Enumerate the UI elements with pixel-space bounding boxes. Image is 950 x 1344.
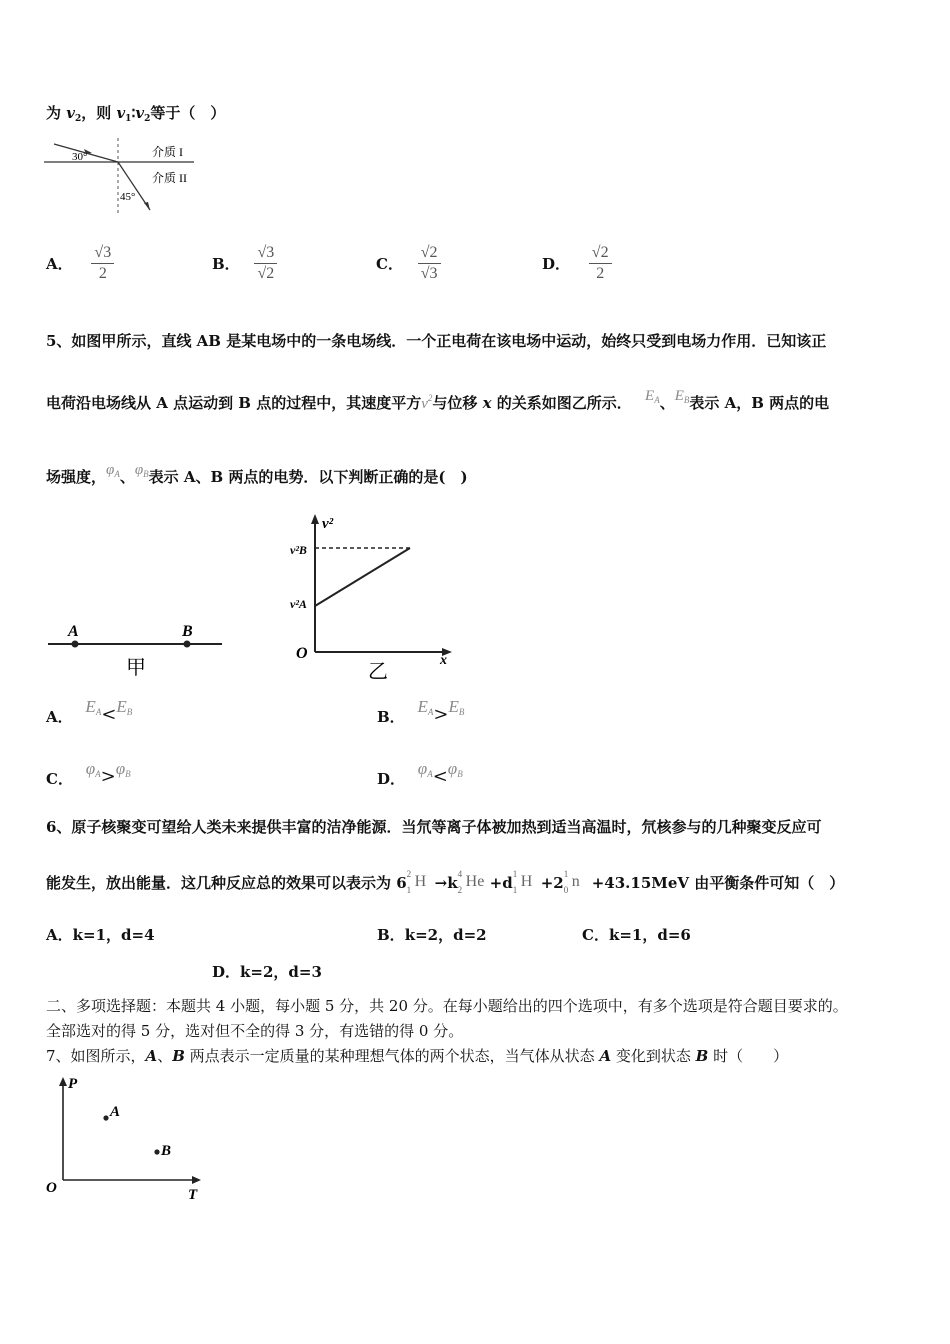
- q5-line1: 5、如图甲所示，直线 AB 是某电场中的一条电场线．一个正电荷在该电场中运动，始终只受到电场力作用．已知该正: [46, 332, 827, 350]
- svg-text:x: x: [440, 653, 447, 668]
- nuclide-he4: 4 2 He: [457, 869, 485, 895]
- q7-question: 7、如图所示，A、B 两点表示一定质量的某种理想气体的两个状态，当气体从状态 A 变化到状态 B 时（ ）: [46, 1047, 789, 1065]
- q4-option-d[interactable]: D． $\frac{√2}{2}$: [542, 244, 612, 283]
- caption-jia: 甲: [126, 657, 146, 679]
- q6-line2: 能发生，放出能量．这几种反应总的效果可以表示为 6 2 1 H →k 4 2 He +d 1 1 H +2 1 0 n +43.15MeV 由平衡条件可知（ ）: [46, 869, 845, 895]
- nuclide-n1: 1 0 n: [563, 869, 580, 895]
- point-b: [184, 641, 191, 648]
- svg-text:B: B: [182, 623, 193, 640]
- q5-line3: 场强度，$\varphi_A$、$\varphi_B$表示 A、B 两点的电势．以下判断正确的是( ): [46, 462, 468, 486]
- q6-option-c[interactable]: C．k=1，d=6: [582, 926, 691, 944]
- svg-text:B: B: [161, 1143, 172, 1159]
- q5-option-a[interactable]: A． $E_A<E_B$: [46, 697, 133, 726]
- point-a: [72, 641, 79, 648]
- svg-text:A: A: [68, 623, 79, 640]
- nuclide-h1: 1 1 H: [512, 869, 533, 895]
- svg-text:v²B: v²B: [290, 543, 307, 557]
- p-t-graph: [44, 1072, 214, 1204]
- svg-text:O: O: [296, 645, 308, 662]
- q6-option-a[interactable]: A．k=1，d=4: [46, 926, 155, 944]
- q5-line2: 电荷沿电场线从 A 点运动到 B 点的过程中，其速度平方$v^2$与位移 x 的关系如图乙所示． $E_A$、$E_B$表示 A，B 两点的电: [46, 388, 830, 412]
- nuclide-h2: 2 1 H: [406, 869, 427, 895]
- medium2-label: 介质 II: [152, 171, 187, 185]
- medium1-label: 介质 I: [152, 145, 183, 159]
- svg-text:A: A: [110, 1104, 121, 1120]
- svg-text:O: O: [46, 1180, 57, 1196]
- q6-option-d[interactable]: D．k=2，d=3: [212, 963, 322, 981]
- state-a-point: [103, 1115, 108, 1120]
- refraction-diagram: [44, 130, 204, 220]
- svg-text:v²A: v²A: [290, 597, 307, 611]
- q4-option-a[interactable]: A． $\frac{√3}{2}$: [46, 244, 114, 283]
- v2-x-graph: [288, 512, 458, 684]
- q4-option-b[interactable]: B． $\frac{√3}{√2}$: [212, 244, 277, 283]
- q5-option-b[interactable]: B． $E_A>E_B$: [377, 697, 465, 726]
- svg-text:T: T: [188, 1187, 198, 1203]
- state-b-point: [154, 1149, 159, 1154]
- svg-text:P: P: [68, 1076, 78, 1092]
- field-line-diagram: [44, 618, 229, 680]
- angle2-label: 45°: [120, 191, 136, 203]
- v2-line: [315, 548, 410, 606]
- q6-line1: 6、原子核聚变可望给人类未来提供丰富的洁净能源．当氘等离子体被加热到适当高温时，氘核参与的几种聚变反应可: [46, 818, 822, 836]
- q4-intro: 为 $v_2$，则 $v_1∶v_2$等于（ ）: [46, 104, 226, 124]
- q4-option-c[interactable]: C． $\frac{√2}{√3}$: [376, 244, 441, 283]
- q4-options: [46, 244, 686, 304]
- angle1-label: 30°: [72, 151, 88, 163]
- q5-option-d[interactable]: D． $\varphi_A<\varphi_B$: [377, 759, 463, 788]
- q5-option-c[interactable]: C． $\varphi_A>\varphi_B$: [46, 759, 131, 788]
- section2-line2: 全部选对的得 5 分，选对但不全的得 3 分，有选错的得 0 分。: [46, 1022, 464, 1040]
- section2-line1: 二、多项选择题：本题共 4 小题，每小题 5 分，共 20 分。在每小题给出的四个选项中，有多个选项是符合题目要求的。: [46, 997, 848, 1015]
- q6-option-b[interactable]: B．k=2，d=2: [377, 926, 487, 944]
- svg-text:v²: v²: [322, 516, 334, 532]
- caption-yi: 乙: [368, 661, 388, 683]
